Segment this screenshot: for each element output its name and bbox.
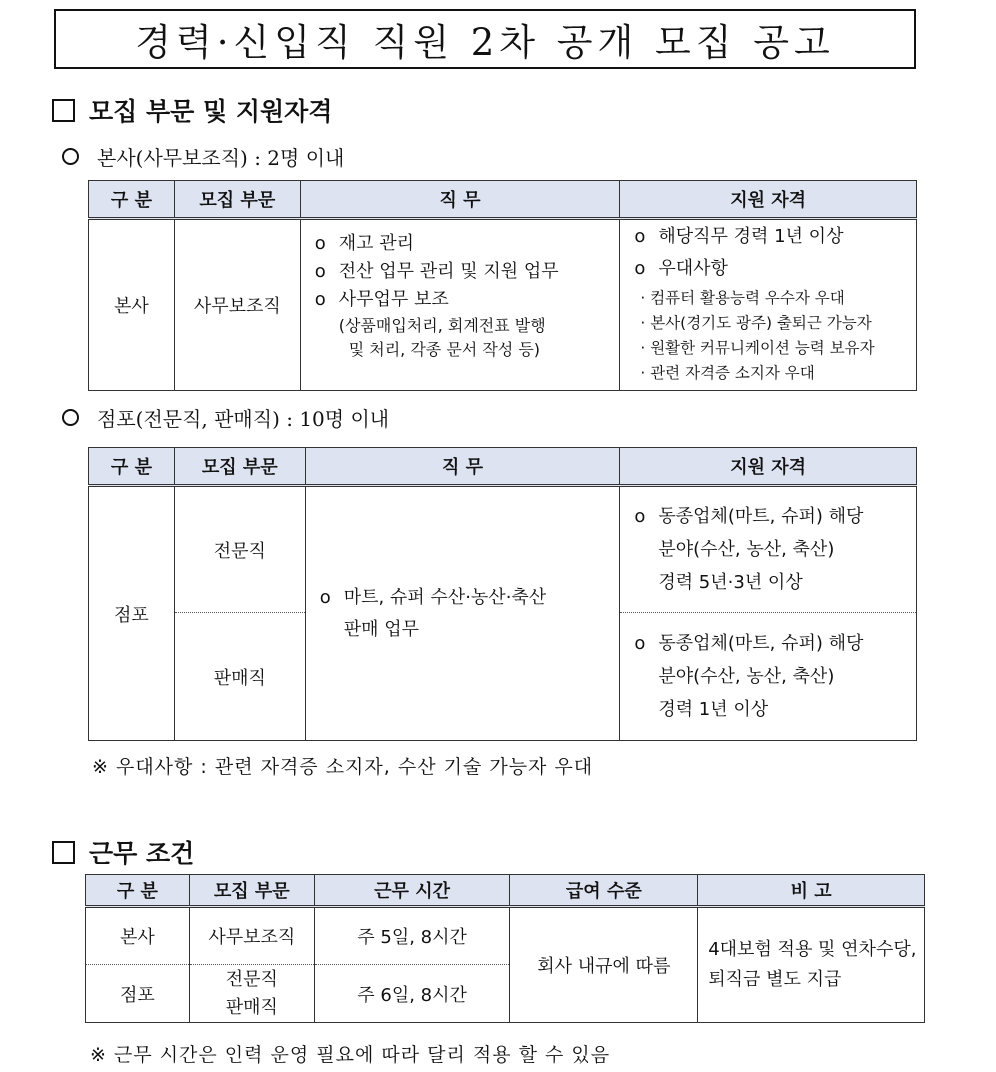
preference-note: ※ 우대사항 : 관련 자격증 소지자, 수산 기술 가능자 우대 <box>92 756 594 778</box>
header-division: 구 분 <box>89 181 175 219</box>
cond-hq-position: 사무보조직 <box>189 907 314 965</box>
square-bullet-icon <box>52 99 75 122</box>
preference-item: · 관련 자격증 소지자 우대 <box>640 361 908 386</box>
preference-list <box>632 286 908 386</box>
qual-list <box>632 627 908 726</box>
preference-item: · 본사(경기도 광주) 출퇴근 가능자 <box>640 311 908 336</box>
store-position-sales: 판매직 <box>174 613 305 741</box>
header-qualifications: 지원 자격 <box>620 181 917 219</box>
store-table <box>88 447 917 741</box>
section-heading-text: 근무 조건 <box>89 839 195 868</box>
duty-item: o 전산 업무 관리 및 지원 업무 <box>313 258 610 286</box>
duty-line: 마트, 슈퍼 수산·농산·축산 <box>343 586 547 608</box>
store-qual-sales <box>620 613 917 741</box>
hq-duties-list <box>313 230 610 314</box>
page-title: 경력·신입직 직원 2차 공개 모집 공고 <box>135 21 835 64</box>
cond-hq-hours: 주 5일, 8시간 <box>314 907 510 965</box>
section-heading-text: 모집 부문 및 지원자격 <box>89 97 333 126</box>
header-duties: 직 무 <box>305 448 620 486</box>
qual-item: o 해당직무 경력 1년 이상 <box>632 222 908 252</box>
cond-store-hours: 주 6일, 8시간 <box>314 965 510 1023</box>
position-line: 판매직 <box>225 996 278 1018</box>
hq-position-cell: 사무보조직 <box>174 219 300 391</box>
store-duties-list <box>318 582 612 646</box>
hq-qual-list <box>632 222 908 286</box>
qual-line: 경력 5년·3년 이상 <box>658 572 803 593</box>
circle-bullet-icon <box>62 148 79 165</box>
subheading-store-text: 점포(전문직, 판매직) : 10명 이내 <box>97 407 390 431</box>
hq-table <box>88 180 917 391</box>
remarks-line: 4대보험 적용 및 연차수당, <box>708 939 917 960</box>
cond-store-position <box>189 965 314 1023</box>
duty-item: o 재고 관리 <box>313 230 610 258</box>
header-remarks: 비 고 <box>698 875 925 907</box>
cond-store-division: 점포 <box>86 965 190 1023</box>
qual-list <box>632 500 908 599</box>
header-division: 구 분 <box>89 448 175 486</box>
qual-line: 분야(수산, 농산, 축산) <box>658 539 835 560</box>
qual-line: 동종업체(마트, 슈퍼) 해당 <box>658 506 864 527</box>
qual-item <box>632 500 908 599</box>
store-qual-specialist <box>620 486 917 613</box>
header-hours: 근무 시간 <box>314 875 510 907</box>
header-division: 구 분 <box>86 875 190 907</box>
store-duties-cell <box>305 486 620 741</box>
header-qualifications: 지원 자격 <box>620 448 917 486</box>
remarks-line: 퇴직금 별도 지급 <box>708 969 842 990</box>
duty-note-line: (상품매입처리, 회계전표 발행 <box>338 316 546 335</box>
header-position: 모집 부문 <box>189 875 314 907</box>
position-line: 전문직 <box>225 968 278 990</box>
subheading-hq-text: 본사(사무보조직) : 2명 이내 <box>97 146 345 170</box>
header-duties: 직 무 <box>300 181 620 219</box>
hq-qualifications-cell <box>620 219 917 391</box>
header-salary: 급여 수준 <box>510 875 698 907</box>
qual-line: 분야(수산, 농산, 축산) <box>658 666 835 687</box>
preference-item: · 원활한 커뮤니케이션 능력 보유자 <box>640 336 908 361</box>
header-position: 모집 부문 <box>174 448 305 486</box>
title-box <box>54 9 916 69</box>
section-heading-conditions <box>52 834 194 870</box>
qual-line: 경력 1년 이상 <box>658 699 769 720</box>
duty-item: o 사무업무 보조 <box>313 286 610 314</box>
conditions-table <box>85 874 925 1023</box>
hq-division-cell: 본사 <box>89 219 175 391</box>
hq-duties-cell <box>300 219 620 391</box>
section-heading-recruitment <box>52 92 332 128</box>
duty-line: 판매 업무 <box>343 618 419 640</box>
cond-remarks <box>698 907 925 1023</box>
subheading-hq <box>62 142 344 171</box>
qual-item: o 우대사항 <box>632 252 908 286</box>
store-position-specialist: 전문직 <box>174 486 305 613</box>
duty-item <box>318 582 612 646</box>
header-position: 모집 부문 <box>174 181 300 219</box>
cond-hq-division: 본사 <box>86 907 190 965</box>
preference-item: · 컴퓨터 활용능력 우수자 우대 <box>640 286 908 311</box>
qual-item <box>632 627 908 726</box>
hours-note: ※ 근무 시간은 인력 운영 필요에 따라 달리 적용 할 수 있음 <box>90 1044 611 1066</box>
circle-bullet-icon <box>62 409 79 426</box>
square-bullet-icon <box>52 841 75 864</box>
subheading-store <box>62 403 389 432</box>
store-division-cell: 점포 <box>89 486 175 741</box>
cond-salary: 회사 내규에 따름 <box>510 907 698 1023</box>
qual-line: 동종업체(마트, 슈퍼) 해당 <box>658 633 864 654</box>
duty-note-line: 및 처리, 각종 문서 작성 등) <box>348 340 541 359</box>
